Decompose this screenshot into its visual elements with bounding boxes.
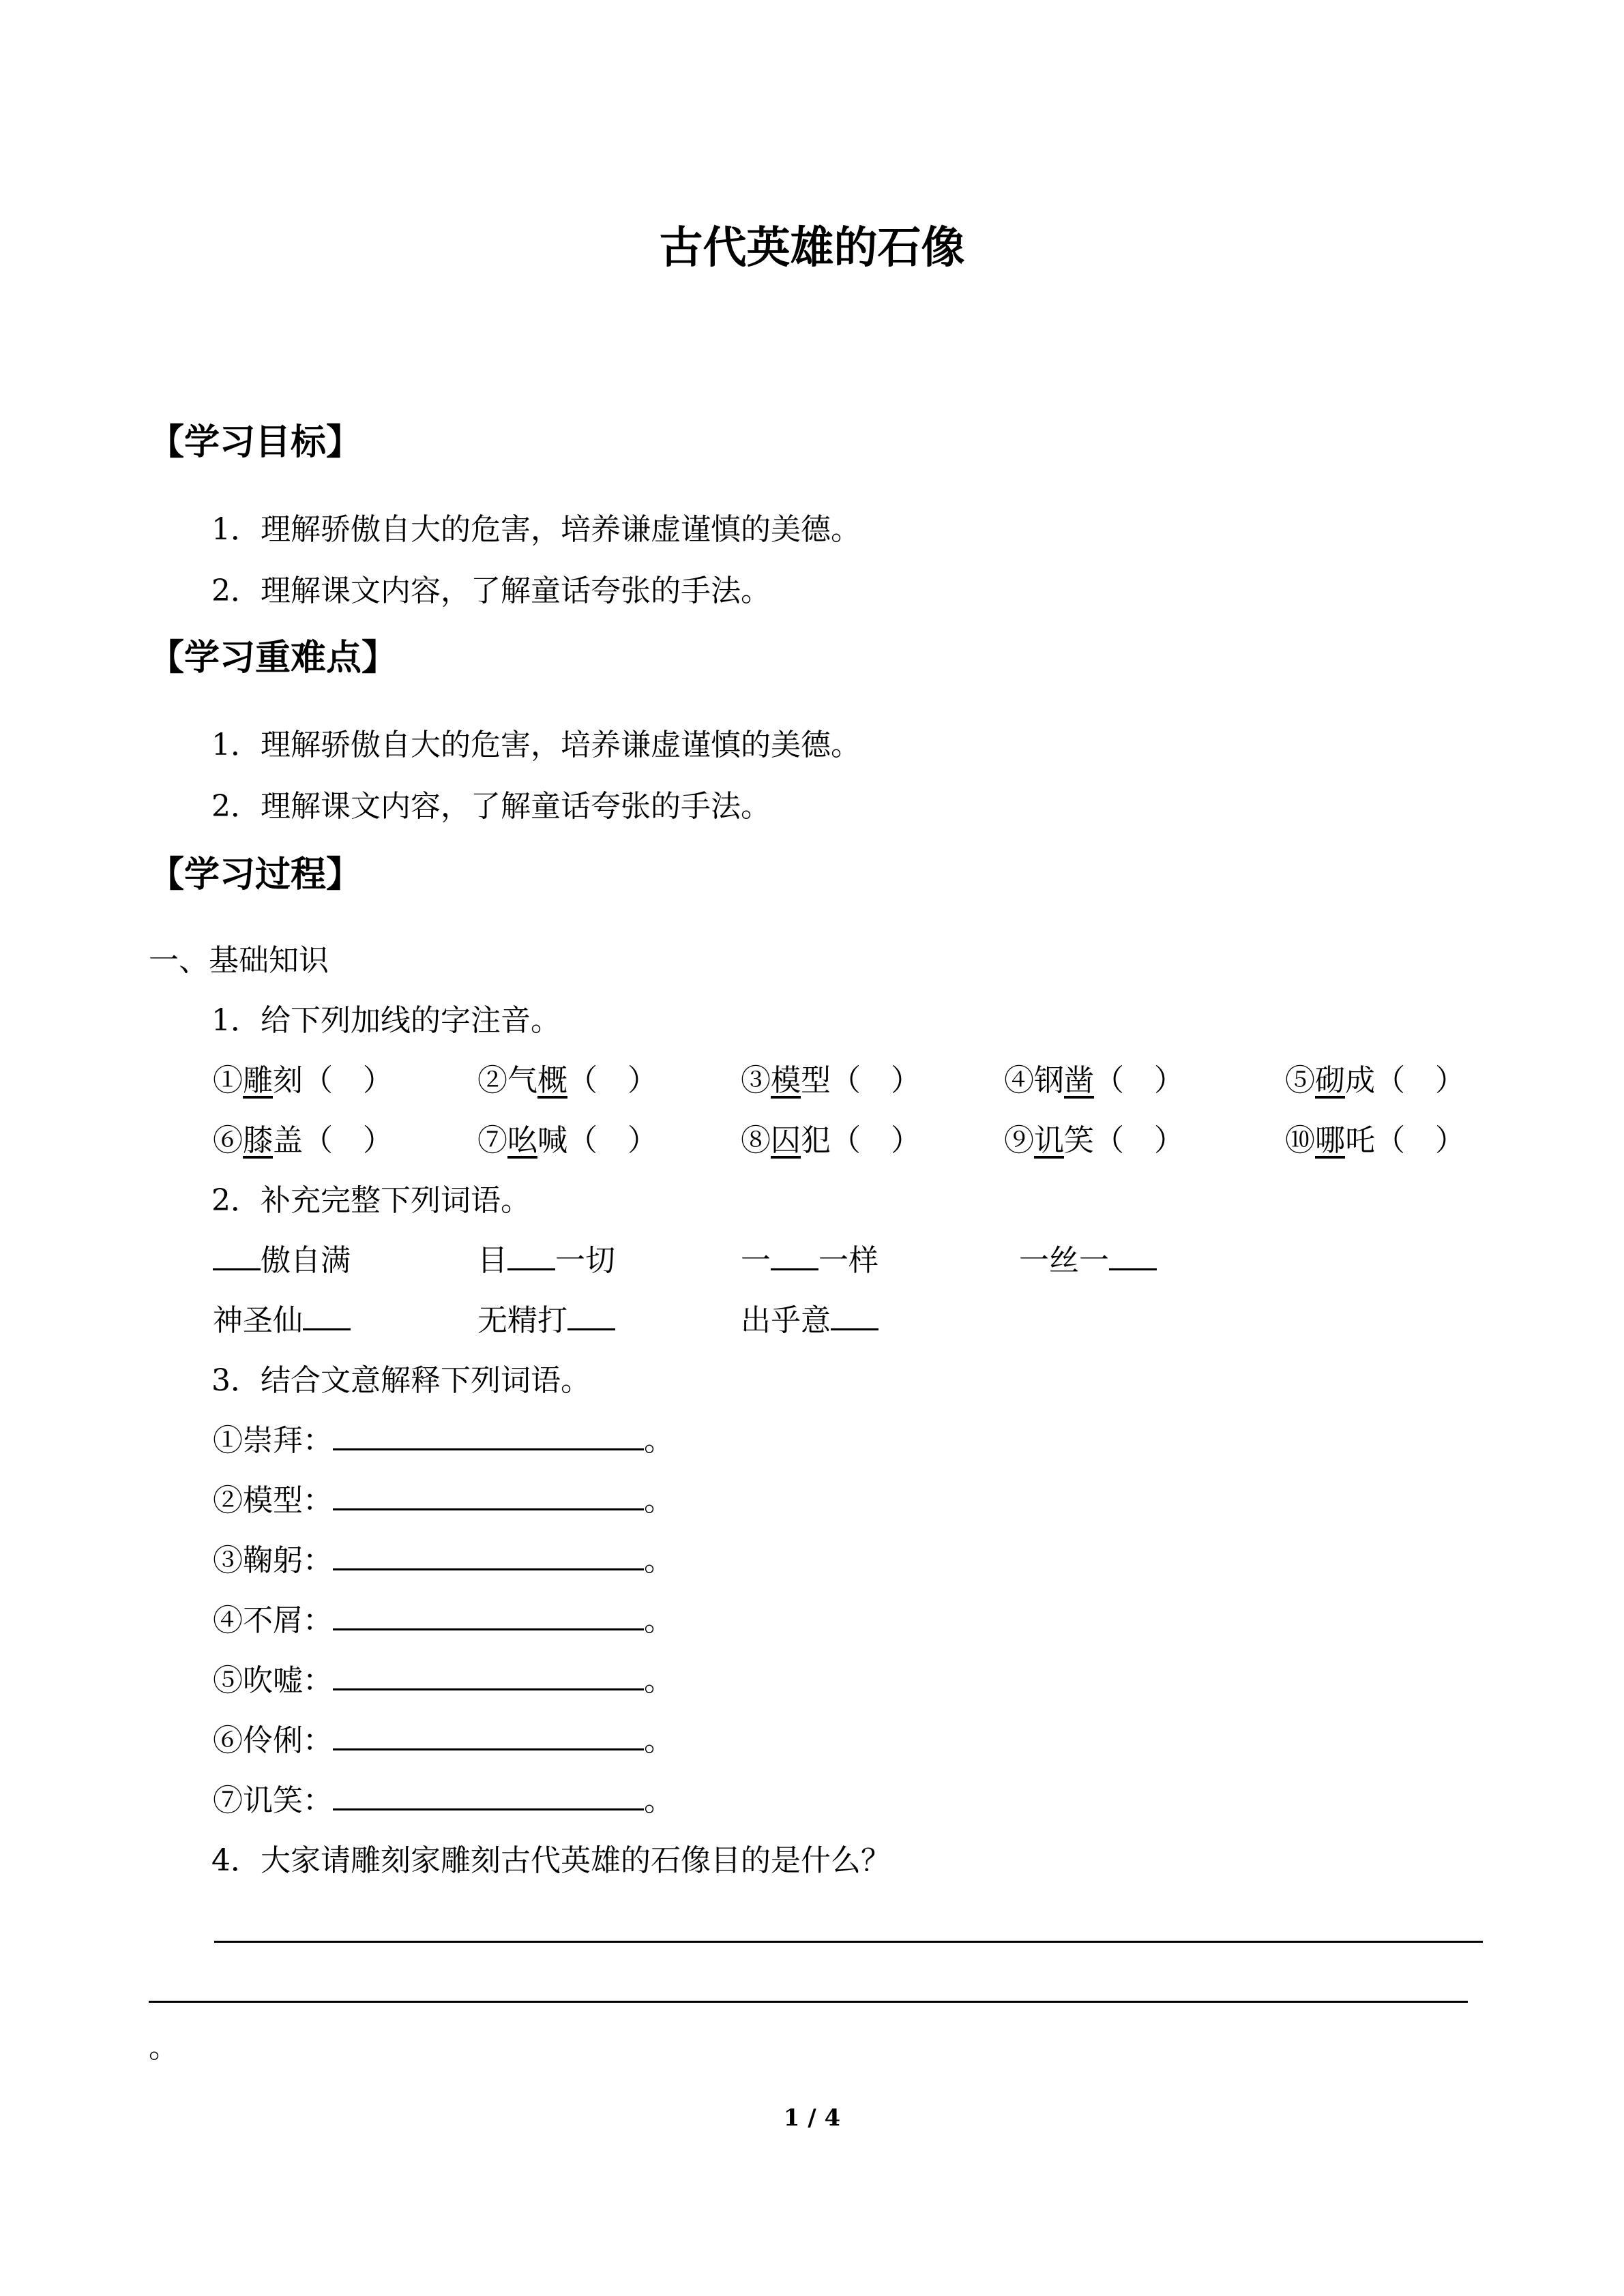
pinyin-item: ②气概（ ）	[477, 1063, 658, 1098]
definition-blank[interactable]	[333, 1601, 644, 1630]
answer-line-1[interactable]	[214, 1941, 1483, 1943]
definition-blank[interactable]	[333, 1661, 644, 1690]
pinyin-item: ⑩哪吒（ ）	[1285, 1123, 1465, 1158]
definition-item: ③鞠躬： 。	[213, 1536, 674, 1579]
idiom-item: 一 一样	[741, 1236, 879, 1279]
pinyin-item: ④钢凿（ ）	[1004, 1063, 1184, 1098]
page-title: 古代英雄的石像	[659, 222, 965, 273]
key-point-item-2: 2．理解课文内容，了解童话夸张的手法。	[211, 789, 771, 824]
question-2-prompt: 2．补充完整下列词语。	[211, 1183, 531, 1218]
idiom-blank[interactable]	[507, 1241, 555, 1270]
answer-line-2[interactable]	[149, 2001, 1468, 2003]
goal-item-1: 1．理解骄傲自大的危害，培养谦虚谨慎的美德。	[211, 512, 861, 547]
question-3-prompt: 3．结合文意解释下列词语。	[211, 1363, 591, 1398]
definition-item: ②模型： 。	[213, 1476, 674, 1519]
idiom-blank[interactable]	[1109, 1241, 1157, 1270]
definition-blank[interactable]	[333, 1781, 644, 1810]
page-number: 1 / 4	[783, 2104, 841, 2132]
section-heading-process: 【学习过程】	[149, 854, 362, 895]
definition-item: ⑦讥笑： 。	[213, 1776, 674, 1819]
question-4-prompt: 4．大家请雕刻家雕刻古代英雄的石像目的是什么？	[211, 1843, 891, 1878]
part-label-basics: 一、基础知识	[149, 943, 329, 978]
definition-item: ④不屑： 。	[213, 1596, 674, 1639]
goal-item-2: 2．理解课文内容，了解童话夸张的手法。	[211, 573, 771, 608]
definition-item: ⑥伶俐： 。	[213, 1716, 674, 1759]
pinyin-item: ⑨讥笑（ ）	[1004, 1123, 1184, 1158]
pinyin-item: ⑥膝盖（ ）	[213, 1123, 393, 1158]
pinyin-item: ⑤砌成（ ）	[1285, 1063, 1465, 1098]
idiom-blank[interactable]	[771, 1241, 818, 1270]
section-heading-key-points: 【学习重难点】	[149, 637, 398, 679]
pinyin-item: ①雕刻（ ）	[213, 1063, 393, 1098]
definition-blank[interactable]	[333, 1721, 644, 1750]
definition-item: ⑤吹嘘： 。	[213, 1656, 674, 1699]
idiom-item: 傲自满	[213, 1236, 351, 1279]
answer-end-mark: 。	[149, 2030, 179, 2065]
definition-blank[interactable]	[333, 1481, 644, 1510]
idiom-item: 出乎意	[741, 1296, 879, 1339]
idiom-blank[interactable]	[213, 1241, 261, 1270]
pinyin-item: ⑦吆喊（ ）	[477, 1123, 658, 1158]
definition-item: ①崇拜： 。	[213, 1416, 674, 1459]
pinyin-item: ③模型（ ）	[741, 1063, 921, 1098]
idiom-blank[interactable]	[303, 1301, 351, 1330]
idiom-item: 目 一切	[477, 1236, 615, 1279]
key-point-item-1: 1．理解骄傲自大的危害，培养谦虚谨慎的美德。	[211, 728, 861, 762]
idiom-blank[interactable]	[831, 1301, 879, 1330]
definition-blank[interactable]	[333, 1541, 644, 1570]
idiom-item: 一丝一	[1019, 1236, 1157, 1279]
idiom-item: 无精打	[477, 1296, 615, 1339]
pinyin-item: ⑧囚犯（ ）	[741, 1123, 921, 1158]
definition-blank[interactable]	[333, 1421, 644, 1450]
question-1-prompt: 1．给下列加线的字注音。	[211, 1003, 561, 1038]
section-heading-goals: 【学习目标】	[149, 421, 362, 463]
idiom-item: 神圣仙	[213, 1296, 351, 1339]
idiom-blank[interactable]	[567, 1301, 615, 1330]
